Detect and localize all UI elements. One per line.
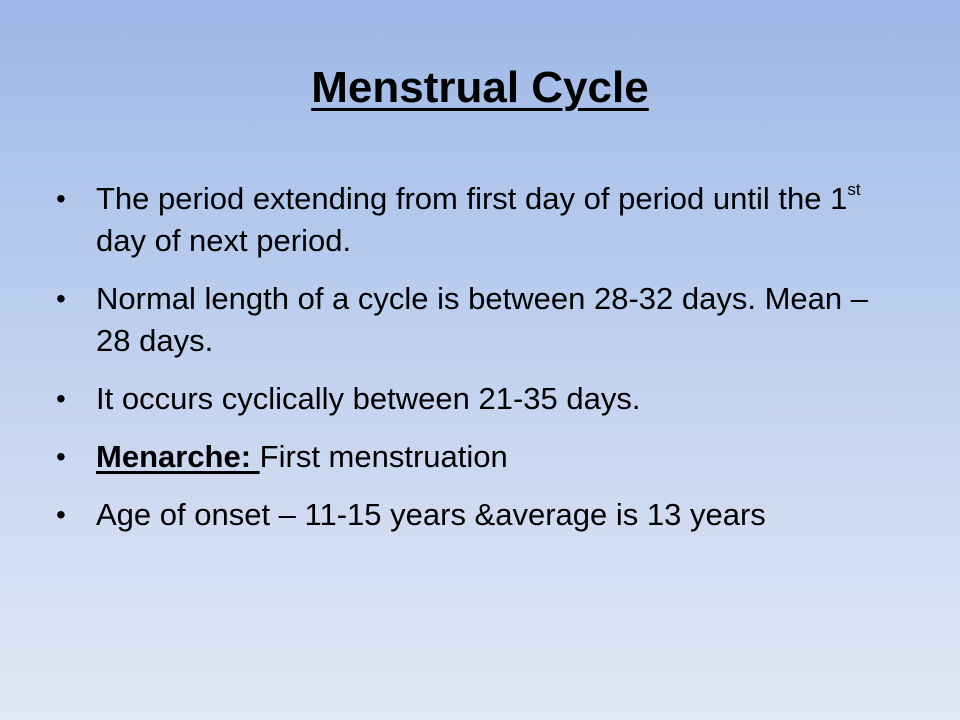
- bullet-item-cycle-definition: [56, 178, 896, 262]
- bullet-dot-icon: •: [56, 183, 66, 214]
- bullet-dot-icon: •: [56, 499, 66, 530]
- bullet-item-menarche: [56, 436, 896, 478]
- slide-title: Menstrual Cycle: [311, 63, 649, 112]
- bullet-item-cyclic-range: [56, 378, 896, 420]
- bullet-dot-icon: •: [56, 383, 66, 414]
- bullet-text-continued: day of next period.: [96, 223, 352, 258]
- bullet-list: [56, 178, 896, 552]
- bullet-text: Age of onset – 11-15 years &average is 13 years: [96, 497, 766, 532]
- bullet-dot-icon: •: [56, 441, 66, 472]
- bullet-item-normal-length: [56, 278, 896, 362]
- bullet-item-age-of-onset: [56, 494, 896, 536]
- bullet-text: It occurs cyclically between 21-35 days.: [96, 381, 641, 416]
- bullet-term: Menarche:: [96, 439, 260, 474]
- bullet-superscript: st: [847, 180, 861, 200]
- bullet-dot-icon: •: [56, 283, 66, 314]
- bullet-definition: First menstruation: [259, 439, 508, 474]
- bullet-text: Normal length of a cycle is between 28-32 days. Mean – 28 days.: [96, 281, 868, 358]
- bullet-text: The period extending from first day of period until the 1: [96, 181, 848, 216]
